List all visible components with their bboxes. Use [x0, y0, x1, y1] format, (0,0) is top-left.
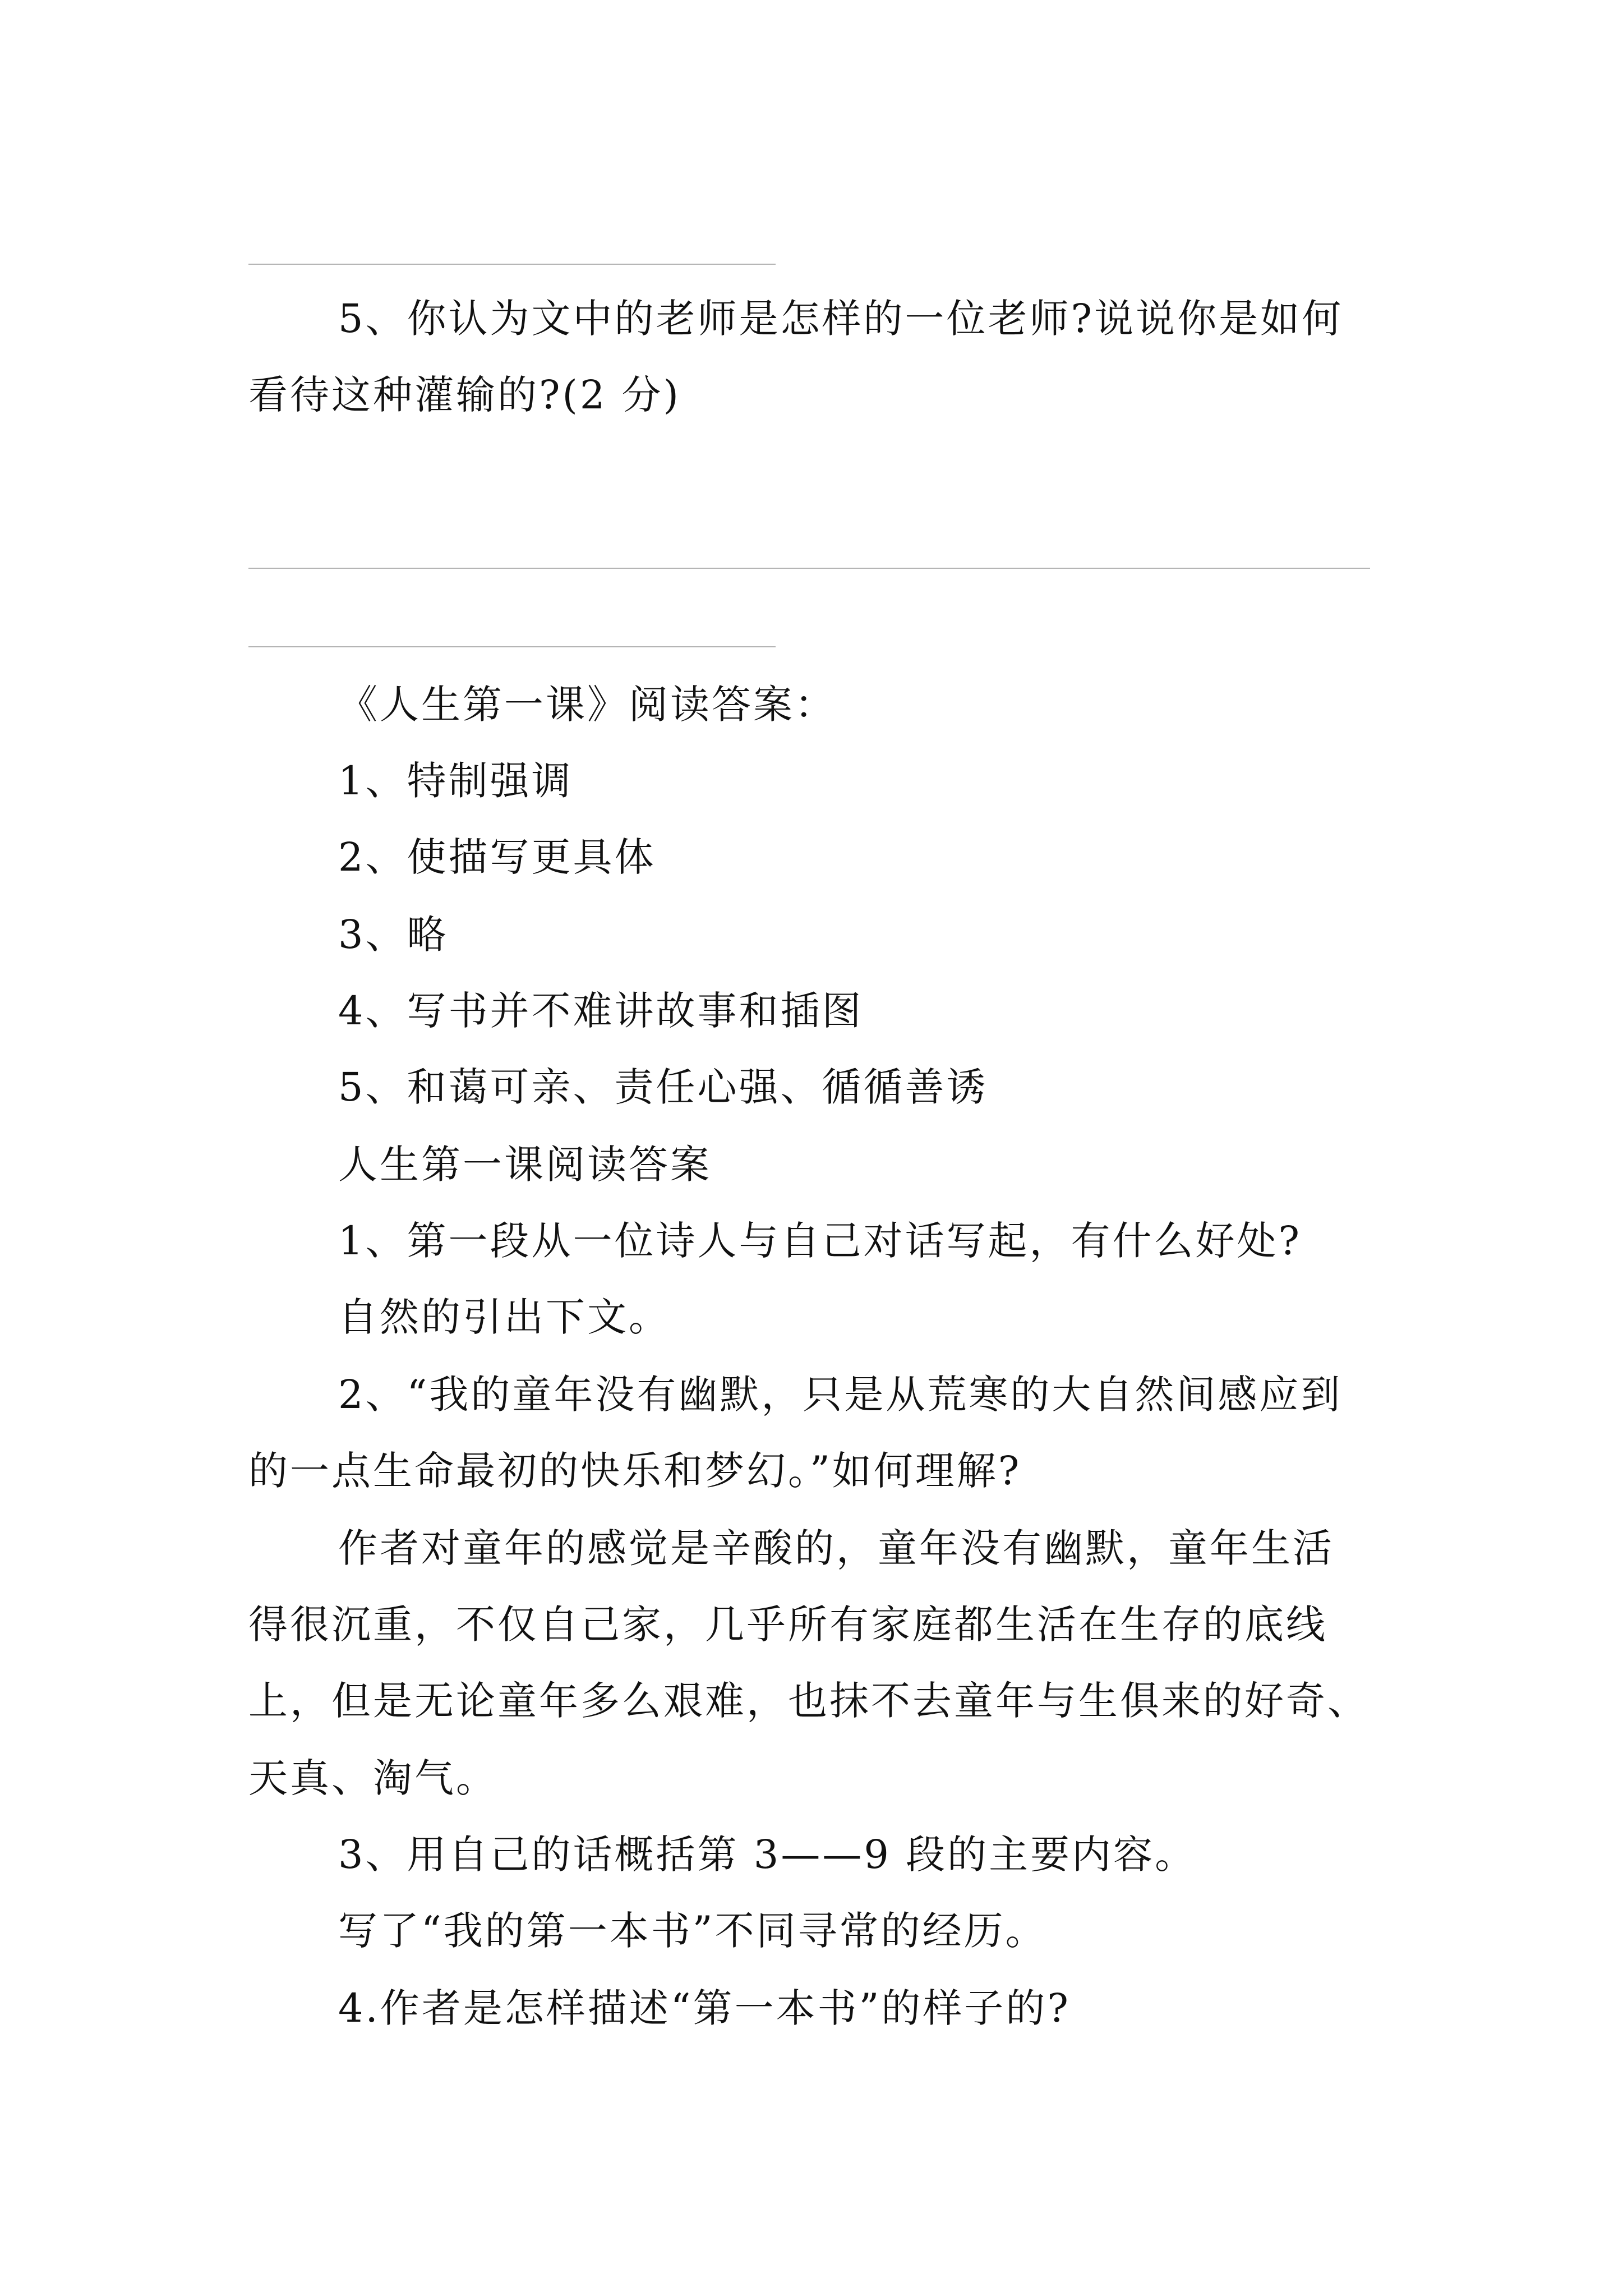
question-3: 3、用自己的话概括第 3——9 段的主要内容。	[338, 1832, 1197, 1878]
answer-item: 1、特制强调	[338, 758, 573, 804]
answer-blank-line	[248, 264, 776, 265]
question-2-line-1: 2、“我的童年没有幽默，只是从荒寒的大自然间感应到	[338, 1372, 1343, 1418]
answer-item: 5、和蔼可亲、责任心强、循循善诱	[338, 1064, 988, 1110]
question-1: 1、第一段从一位诗人与自己对话写起，有什么好处?	[338, 1218, 1302, 1264]
question-5-line-2: 看待这种灌输的?(2 分)	[248, 372, 681, 418]
answers-a-title: 《人生第一课》阅读答案：	[338, 682, 836, 728]
question-4: 4.作者是怎样描述“第一本书”的样子的?	[338, 1985, 1071, 2031]
answers-b-title: 人生第一课阅读答案	[338, 1142, 712, 1188]
answer-3: 写了“我的第一本书”不同寻常的经历。	[338, 1908, 1047, 1954]
question-5-line-1: 5、你认为文中的老师是怎样的一位老师?说说你是如何	[338, 296, 1344, 342]
answer-2-line-1: 作者对童年的感觉是辛酸的，童年没有幽默，童年生活	[338, 1525, 1334, 1571]
answer-2-line-2: 得很沉重，不仅自己家，几乎所有家庭都生活在生存的底线	[248, 1602, 1327, 1648]
question-2-line-2: 的一点生命最初的快乐和梦幻。”如何理解?	[248, 1448, 1022, 1494]
answer-2-line-4: 天真、淘气。	[248, 1755, 497, 1801]
answer-item: 2、使描写更具体	[338, 834, 656, 880]
answer-blank-line	[248, 568, 1370, 569]
answer-item: 4、写书并不难讲故事和插图	[338, 988, 864, 1034]
answer-2-line-3: 上，但是无论童年多么艰难，也抹不去童年与生俱来的好奇、	[248, 1678, 1369, 1724]
answer-1: 自然的引出下文。	[338, 1294, 670, 1340]
answer-item: 3、略	[338, 912, 449, 958]
answer-blank-line	[248, 646, 776, 647]
